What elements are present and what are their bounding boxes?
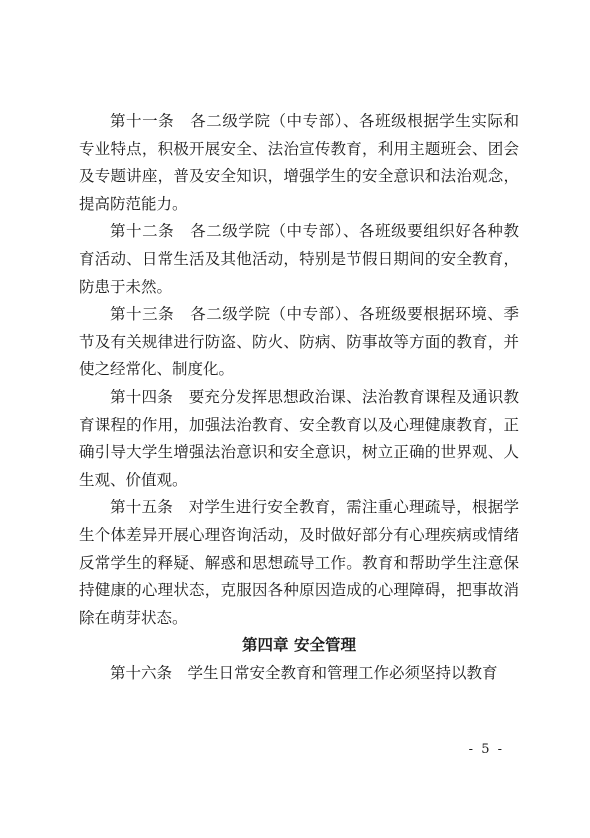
article-15: 第十五条 对学生进行安全教育，需注重心理疏导，根据学生个体差异开展心理咨询活动，及时做好部分有心理疾病或情绪反常学生的释疑、解惑和思想疏导工作。教育和帮助学生注意保持健康的心理状态，克服因各种原因造成的心理障碍，把事故消除在萌芽状态。: [79, 498, 519, 627]
article-12: 第十二条 各二级学院（中专部）、各班级要组织好各种教育活动、日常生活及其他活动，特别是节假日期间的安全教育，防患于未然。: [79, 222, 519, 296]
article-16: 第十六条 学生日常安全教育和管理工作必须坚持以教育: [110, 663, 498, 682]
article-13: 第十三条 各二级学院（中专部）、各班级要根据环境、季节及有关规律进行防盗、防火、防病、防事故等方面的教育，并使之经常化、制度化。: [79, 305, 519, 379]
article-14: 第十四条 要充分发挥思想政治课、法治教育课程及通识教育课程的作用，加强法治教育、安全教育以及心理健康教育，正确引导大学生增强法治意识和安全意识，树立正确的世界观、人生观、价值观。: [79, 387, 519, 489]
article-11: 第十一条 各二级学院（中专部）、各班级根据学生实际和专业特点，积极开展安全、法治宣传教育，利用主题班会、团会及专题讲座，普及安全知识，增强学生的安全意识和法治观念，提高防范能力。: [79, 112, 519, 213]
page-number: - 5 -: [468, 742, 504, 757]
document-body: [79, 108, 519, 687]
chapter-heading: 第四章 安全管理: [242, 636, 356, 655]
